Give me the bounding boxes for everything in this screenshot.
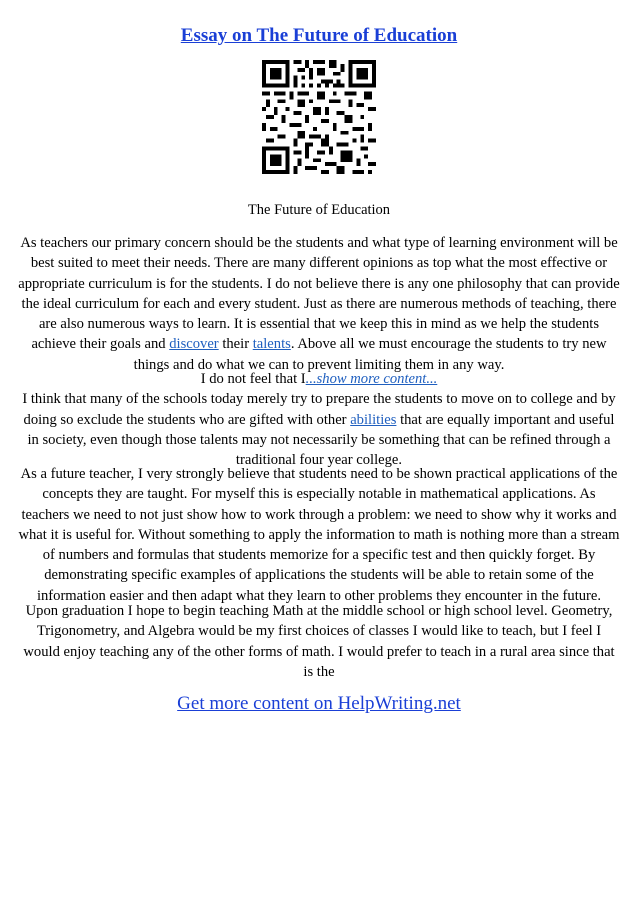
paragraph-1	[18, 233, 620, 375]
paragraph-1-text-c: . Above all we must encourage the students to try new things and do what we can to prevent limiting them in any way.	[133, 336, 607, 373]
paragraph-4-text: Upon graduation I hope to begin teaching Math at the middle school or high school level. Geometry, Trigonometry, and Algebra would be my first choices of classes I would like to teach, but I feel I would enjoy teaching any of the other forms of math. I would prefer to teach in a rural area since that is the	[23, 603, 615, 680]
paragraph-2	[18, 369, 620, 470]
paragraph-4	[18, 601, 620, 682]
paragraph-1-text-a: As teachers our primary concern should be the students and what type of learning environment will be best suited to meet their needs. There are many different opinions as top what the most effective or appropriate curriculum is for the students. I do not believe there is any one philosophy that can provide the ideal curriculum for each and every student. Just as there are numerous methods of teaching, there are also numerous ways to learn. It is essential that we keep this in mind as we help the students achieve their goals and	[18, 235, 620, 353]
paragraph-2-text-b: that are equally important and useful in society, even though those talents may not necessarily be something that can be refined through a traditional four year college.	[27, 411, 615, 469]
essay-title[interactable]: Essay on The Future of Education	[180, 25, 458, 46]
cta-label[interactable]: Get more content on HelpWriting.net	[177, 693, 461, 714]
show-more-link[interactable]: ...show more content...	[305, 371, 438, 387]
paragraph-2-text-a: I think that many of the schools today merely try to prepare the students to move on to college and by doing so exclude the students who are gifted with other	[22, 391, 616, 428]
essay-subtitle: The Future of Education	[247, 202, 391, 218]
paragraph-3	[18, 464, 620, 606]
paragraph-3-text: As a future teacher, I very strongly believe that students need to be shown practical applications of the concepts they are taught. For myself this is especially notable in mathematical applications. As teachers we need to not just show how to work through a problem: we need to show why it works and what it is useful for. Without something to apply the information to math is nothing more than a stream of numbers and formulas that students memorize for a specific test and then quickly forget. By demonstrating specific examples of applications the students will be able to retain some of the information easier and then adapt what they learn to other problems they encounter in the future.	[18, 466, 620, 604]
paragraph-2-lead: I do not feel that I	[200, 371, 306, 387]
discover-link[interactable]: discover	[169, 336, 219, 353]
paragraph-1-text-b: their	[218, 336, 253, 353]
get-more-content-link[interactable]	[0, 692, 638, 716]
abilities-link[interactable]: abilities	[350, 411, 397, 428]
talents-link[interactable]: talents	[252, 336, 291, 353]
qr-code	[262, 60, 376, 174]
